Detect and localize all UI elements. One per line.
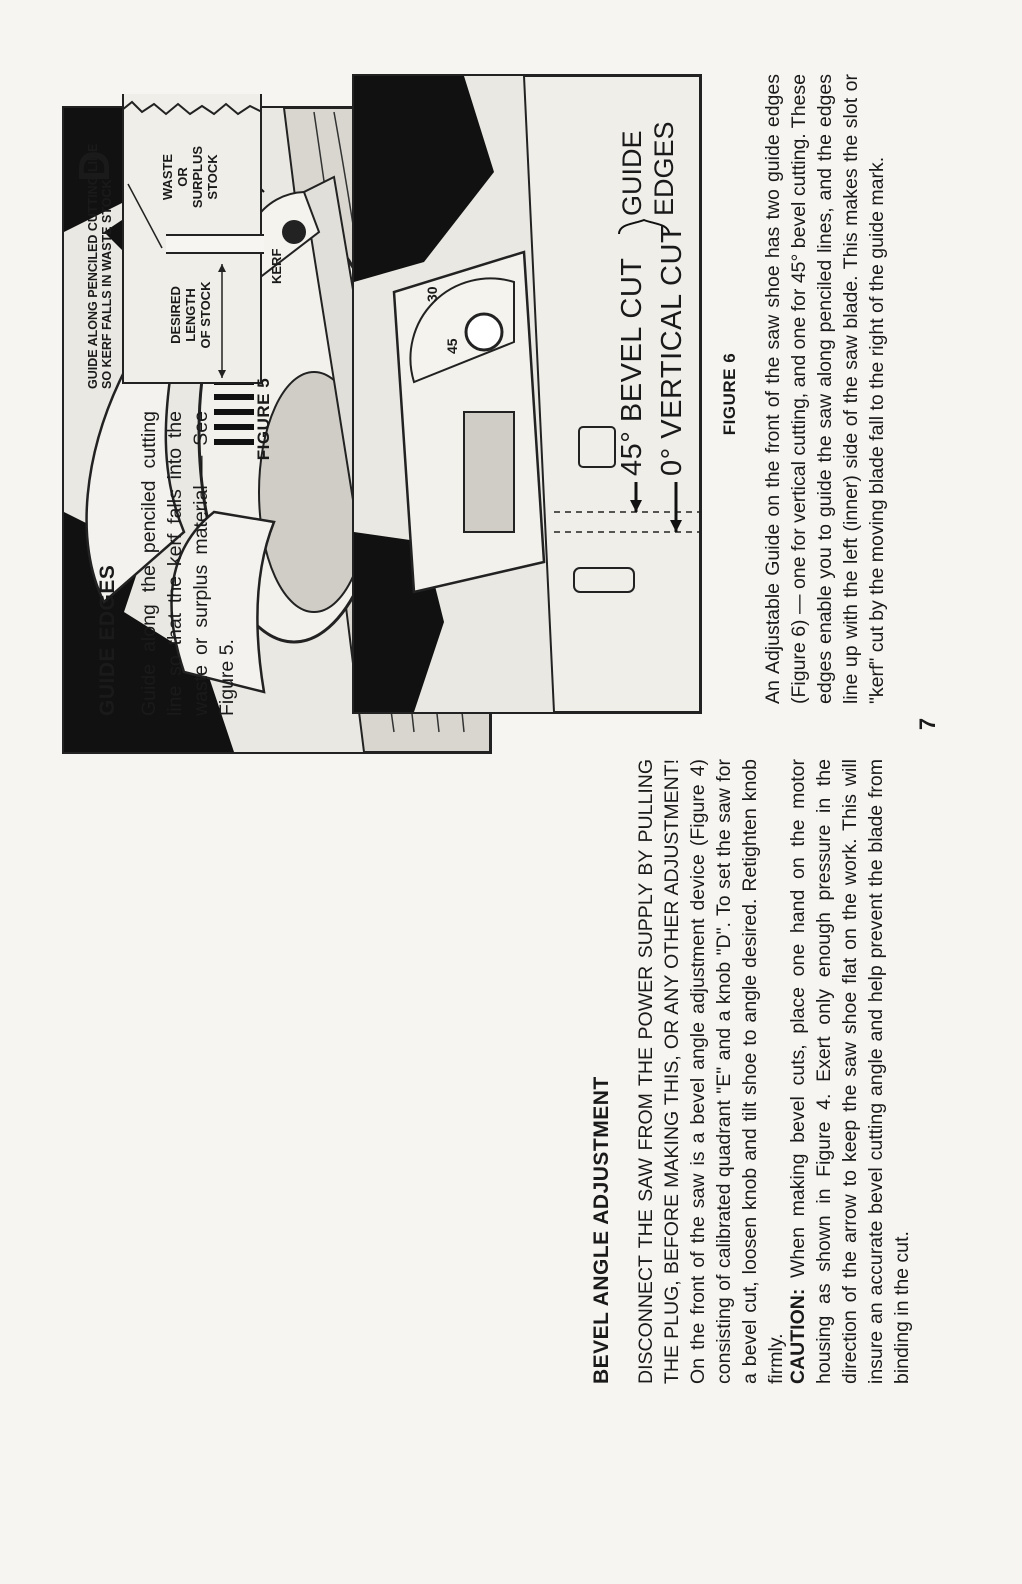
scale-45: 45 [444, 338, 460, 354]
shadow-shape [354, 76, 494, 282]
bevel-knob [282, 220, 306, 244]
desired-line3: OF STOCK [198, 281, 213, 349]
blade-housing [464, 412, 514, 532]
page-number: 7 [915, 717, 940, 731]
kerf-label: KERF [269, 248, 284, 284]
waste-line4: STOCK [205, 154, 220, 200]
adjustable-guide-paragraph: An Adjustable Guide on the front of the saw shoe has two guide edges (Figure 6) — one for vertical cutting, and one for 45° bevel cutting. These edges enable you to guide the saw along penciled lines, and the edges line up with the left (inner) side of the saw blade. This makes the slot or "kerf" cut by the moving blade fall to the right of the guide mark. [762, 74, 888, 704]
bevel-knob [466, 314, 502, 350]
guide-edges-paragraph: Guide along the penciled cutting line so that the kerf falls into the waste or surplus material — See Figure 5. [138, 411, 238, 716]
desired-line2: LENGTH [183, 288, 198, 342]
guide-edges-heading: GUIDE EDGES [96, 564, 119, 716]
caution-text: When making bevel cuts, place one hand on the motor housing as shown in Figure 4. Exert only enough pressure in the direction of the arrow to keep the saw shoe flat on the work. This will insure an accurate bevel cutting angle and help prevent the blade from binding in the cut. [787, 759, 913, 1384]
guide-edges-label-line2: EDGES [649, 121, 679, 216]
caution-label: CAUTION: [787, 1288, 809, 1384]
desired-line1: DESIRED [168, 286, 183, 344]
figure5-top-label-line1: GUIDE ALONG PENCILED CUTTING LINE [86, 143, 100, 389]
guide-edges-label-line1: GUIDE [617, 130, 647, 216]
guide-edges-label [616, 121, 680, 216]
bevel-heading: BEVEL ANGLE ADJUSTMENT [590, 1076, 613, 1384]
figure5-arrows [122, 94, 262, 384]
figure6-caption: FIGURE 6 [720, 352, 739, 436]
figure5-stock-box [122, 94, 262, 384]
figure6-illustration [352, 74, 702, 714]
figure5-caption: FIGURE 5 [254, 377, 273, 461]
vertical-cut-label: 0° VERTICAL CUT [656, 224, 688, 476]
scale-30: 30 [424, 286, 440, 302]
waste-line3: SURPLUS [190, 145, 205, 209]
figure4-label-d: D [70, 150, 119, 182]
bevel-paragraph: DISCONNECT THE SAW FROM THE POWER SUPPLY BY PULLING THE PLUG, BEFORE MAKING THIS, OR ANY OTHER ADJUSTMENT! On the front of the saw is a bevel angle adjustment device (Figure 4) consisting of calibrated quadrant "E" and a knob "D". To set the saw for a bevel cut, loosen knob and tilt shoe to angle desired. Retighten knob firmly. [635, 759, 787, 1384]
waste-line2: OR [175, 167, 190, 187]
waste-line1: WASTE [160, 153, 175, 201]
figure5-top-label [86, 89, 114, 389]
caution-paragraph [785, 759, 915, 1384]
figure5-top-label-line2: SO KERF FALLS IN WASTE STOCK [100, 179, 114, 389]
bevel-cut-label: 45° BEVEL CUT [616, 257, 648, 476]
